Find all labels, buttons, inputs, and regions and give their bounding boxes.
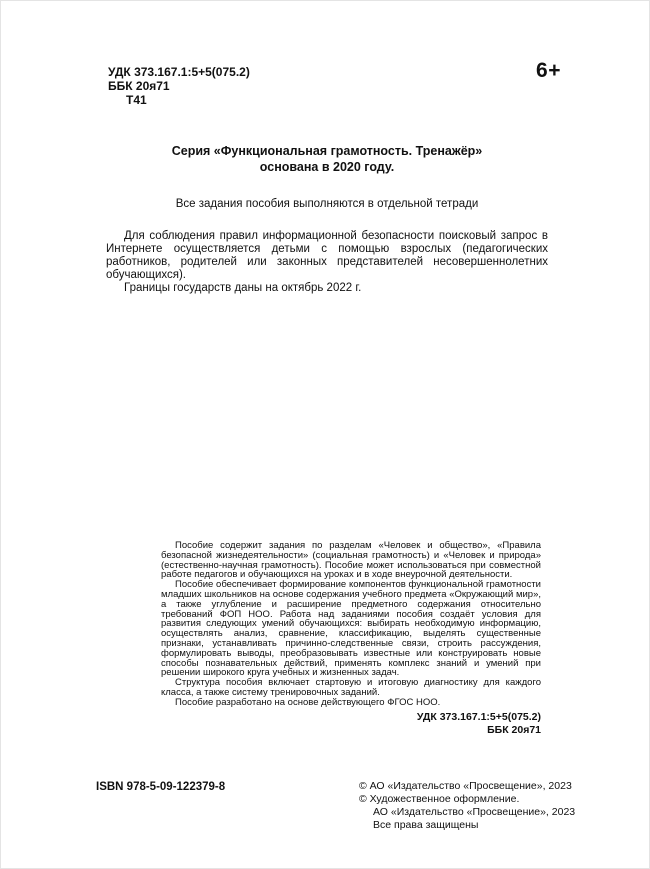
copyright-publisher-line: © АО «Издательство «Просвещение», 2023 <box>359 780 572 792</box>
workbook-note: Все задания пособия выполняются в отдельной тетради <box>175 198 479 210</box>
copyright-art-line: © Художественное оформление. <box>359 793 520 805</box>
series-title-line: Серия «Функциональная грамотность. Тренажёр» <box>171 144 483 158</box>
bibliographic-codes-bottom <box>161 711 541 736</box>
copyright-block <box>359 780 589 832</box>
bbk-code-bottom: ББК 20я71 <box>487 723 541 736</box>
author-sign-code: Т41 <box>126 93 147 107</box>
age-rating-badge: 6+ <box>536 59 561 82</box>
rights-reserved-line: Все права защищены <box>373 819 479 831</box>
annotation-paragraph-2: Пособие обеспечивает формирование компонентов функциональной грамотности младших школьников на основе содержания учебного предмета «Окружающий мир», а также углубление и расширение предметного содержания относительно требований ФОП НОО. Работа над заданиями пособия создаёт условия для развития следующих умений обучающихся: выбирать необходимую информацию, осуществлять анализ, сравнение, классификацию, выделять существенные признаки, устанавливать причинно-следственные связи, строить рассуждения, формулировать выводы, преобразовывать известные или конструировать новые способы познавательных действий, применять комплекс знаний и умений при решении широкого круга учебных и жизненных задач. <box>161 579 541 679</box>
security-paragraph: Для соблюдения правил информационной безопасности поисковый запрос в Интернете осуществляется детьми с помощью взрослых (педагогических работников, родителей или законных представителей несовершеннолетних обучающихся). <box>106 230 548 281</box>
bbk-code-top: ББК 20я71 <box>108 79 170 93</box>
udk-code-bottom: УДК 373.167.1:5+5(075.2) <box>416 711 541 723</box>
bibliographic-codes <box>108 65 250 107</box>
annotation-block <box>161 541 541 708</box>
copyright-publisher-line-2: АО «Издательство «Просвещение», 2023 <box>373 806 576 818</box>
annotation-paragraph-3: Структура пособия включает стартовую и итоговую диагностику для каждого класса, а также систему тренировочных заданий. <box>161 677 541 698</box>
information-security-notice <box>106 230 548 295</box>
series-statement <box>106 143 548 175</box>
isbn-number: ISBN 978-5-09-122379-8 <box>96 781 226 793</box>
annotation-paragraph-1: Пособие содержит задания по разделам «Человек и общество», «Правила безопасной жизнедеятельности» (социальная грамотность) и «Человек и природа» (естественно-научная грамотность). Пособие может использоваться при совместной работе педагогов и обучающихся на уроках и в ходе внеурочной деятельности. <box>161 540 541 581</box>
state-borders-note: Границы государств даны на октябрь 2022 г. <box>124 282 362 294</box>
udk-code-top: УДК 373.167.1:5+5(075.2) <box>108 65 250 79</box>
annotation-paragraph-4: Пособие разработано на основе действующего ФГОС НОО. <box>175 696 441 708</box>
series-founded-line: основана в 2020 году. <box>259 160 395 174</box>
